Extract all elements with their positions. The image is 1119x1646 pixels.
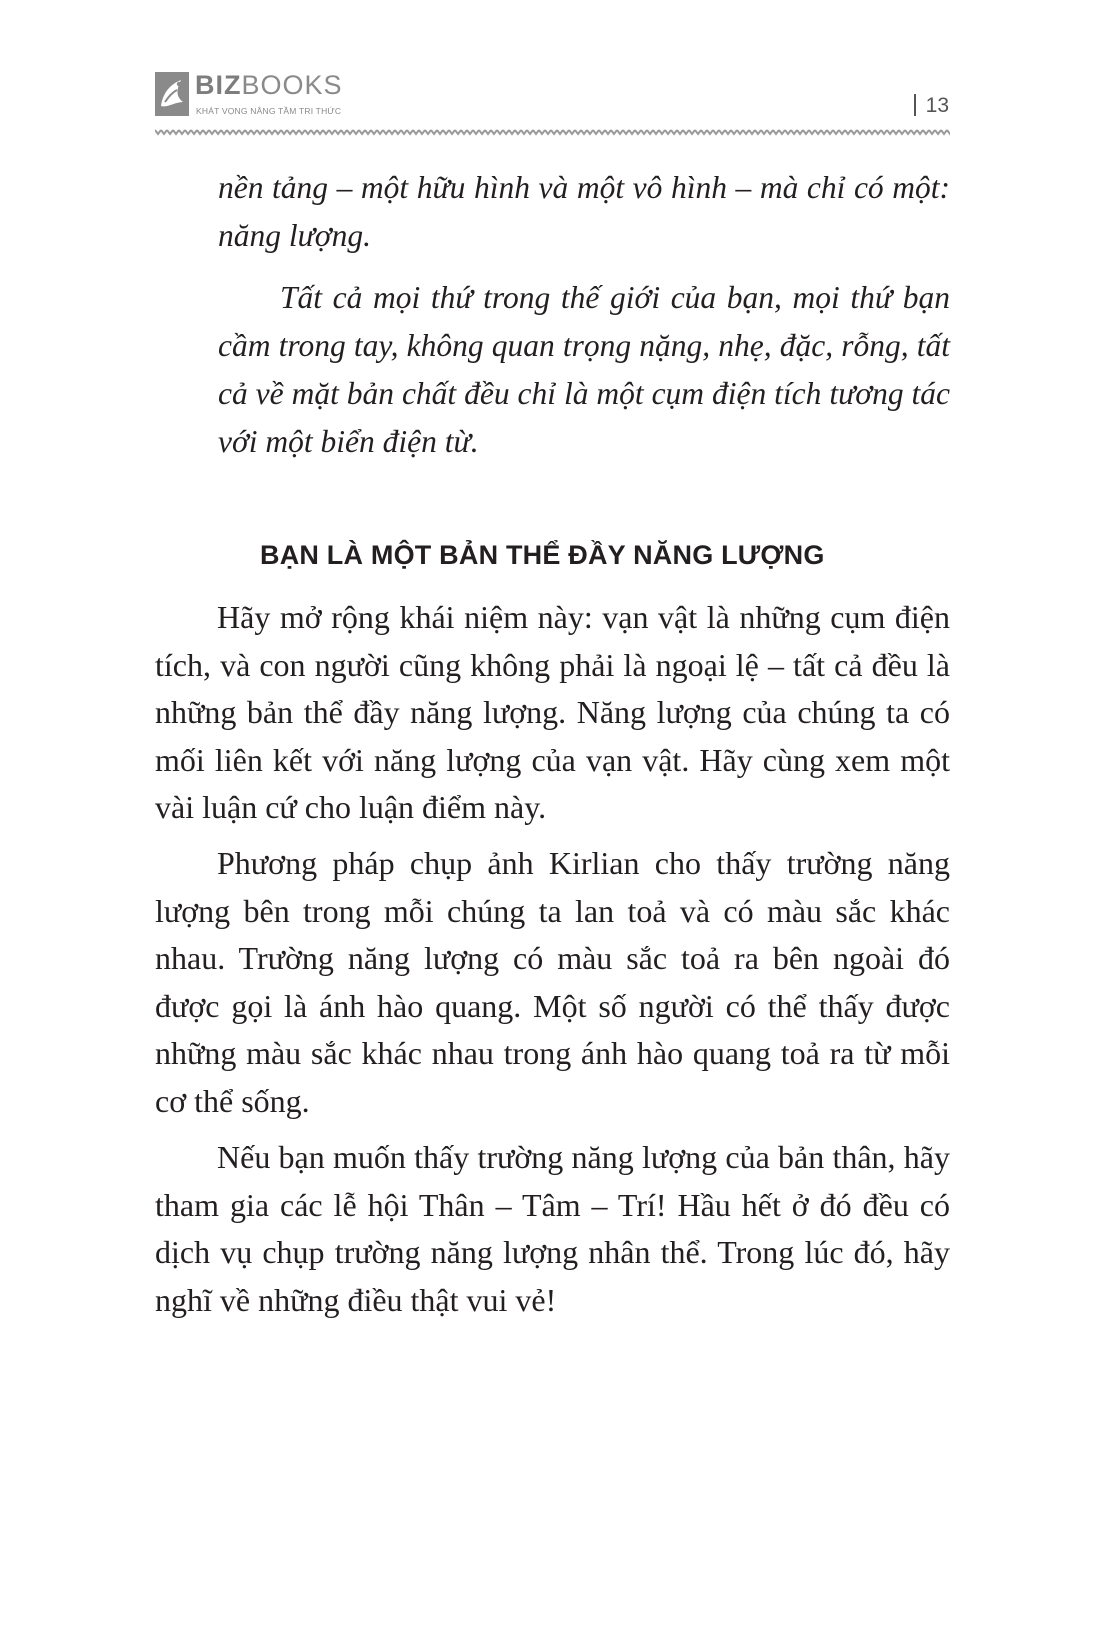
page-number-block [914,94,949,118]
quote-paragraph-1: nền tảng – một hữu hình và một vô hình – mà chỉ có một: năng lượng. [218,170,950,253]
body-paragraph-2: Phương pháp chụp ảnh Kirlian cho thấy trường năng lượng bên trong mỗi chúng ta lan toả và có màu sắc khác nhau. Trường năng lượng có màu sắc toả ra bên ngoài đó được gọi là ánh hào quang. Một số người có thể thấy được những màu sắc khác nhau trong ánh hào quang toả ra từ mỗi cơ thể sống. [155,845,950,1119]
logo-emblem-icon [155,72,189,116]
page-number-divider [914,94,916,116]
brand-tagline: KHÁT VỌNG NÂNG TẦM TRI THỨC [196,106,342,116]
brand-name-light: BOOKS [241,70,343,100]
body-paragraph-3: Nếu bạn muốn thấy trường năng lượng của bản thân, hãy tham gia các lễ hội Thân – Tâm – Trí! Hầu hết ở đó đều có dịch vụ chụp trường năng lượng nhân thể. Trong lúc đó, hãy nghĩ về những điều thật vui vẻ! [155,1139,950,1318]
page-number: 13 [925,94,949,117]
header-decorative-rule [155,127,950,137]
quote-paragraph-2: Tất cả mọi thứ trong thế giới của bạn, mọi thứ bạn cầm trong tay, không quan trọng nặng, nhẹ, đặc, rỗng, tất cả về mặt bản chất đều chỉ là một cụm điện tích tương tác với một biển điện từ. [218,280,950,459]
brand-name [195,70,343,101]
brand-name-bold: BIZ [195,70,242,100]
body-paragraph-1: Hãy mở rộng khái niệm này: vạn vật là những cụm điện tích, và con người cũng không phải là ngoại lệ – tất cả đều là những bản thể đầy năng lượng. Năng lượng của chúng ta có mối liên kết với năng lượng của vạn vật. Hãy cùng xem một vài luận cứ cho luận điểm này. [155,599,950,825]
bizbooks-logo [155,70,343,122]
section-heading: BẠN LÀ MỘT BẢN THỂ ĐẦY NĂNG LƯỢNG [260,540,825,570]
